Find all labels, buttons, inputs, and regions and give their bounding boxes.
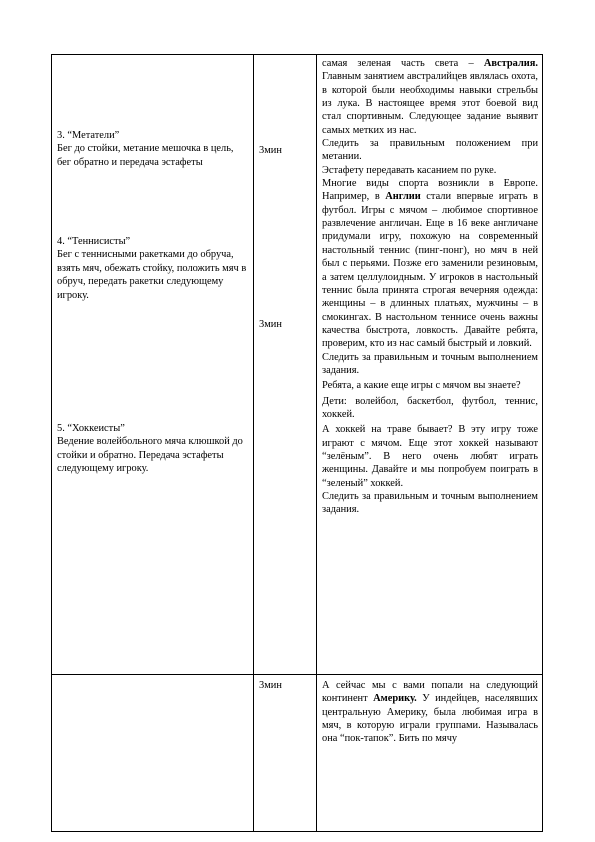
relay-hokkeisty (57, 422, 249, 476)
relay-description: Бег до стойки, метание мешочка в цель, бег обратно и передача эстафеты (57, 143, 234, 168)
notes-paragraph: Дети: волейбол, баскетбол, футбол, теннис, хоккей. (322, 395, 538, 420)
table-row (52, 55, 543, 675)
notes-paragraph: А сейчас мы с вами попали на следующий континент Америку. У индейцев, населявших центральную Америку, была любимая игра в мяч, в которую играли группами. Называлась она “пок-тапок”. Бить по мячу (322, 680, 538, 745)
notes-paragraph: Следить за правильным и точным выполнением задания. (322, 491, 538, 516)
lesson-plan-table (51, 54, 543, 832)
relay-description: Ведение волейбольного мяча клюшкой до стойки и обратно. Передача эстафеты следующему игроку. (57, 436, 243, 475)
notes-paragraph: А хоккей на траве бывает? В эту игру тоже играют с мячом. Еще этот хоккей называют “зелёным”. В него очень любят играть женщины. Давайте и мы попробуем поиграть в “зеленый” хоккей. (322, 424, 538, 489)
duration-value: 3мин (259, 319, 282, 330)
relay-title: 5. “Хоккеисты” (57, 423, 125, 434)
notes-paragraph: Следить за правильным и точным выполнением задания. (322, 351, 538, 376)
notes-paragraph: Многие виды спорта возникли в Европе. Например, в Англии стали впервые играть в футбол. Игры с мячом – любимое спортивное развлечение англичан. Еще в 16 веке англичане придумали игру, похожую на современный настольный теннис (пинг-понг), но мяч в ней был с перьями. Позже его заменили резиновым, а затем целлулоидным. У игроков в настольный теннис была принята строгая вечерняя одежда: женщины – в длинных платьях, мужчины – в смокингах. В настольном теннисе очень важны качества быстрота, ловкость. Давайте ребята, проверим, кто из нас самый быстрый и ловкий. (322, 178, 538, 350)
table-row (52, 675, 543, 832)
relay-tennisisty (57, 235, 249, 302)
duration-value: 3мин (259, 145, 282, 156)
activity-cell (52, 675, 254, 832)
relay-title: 4. “Теннисисты” (57, 236, 131, 247)
relay-metateli (57, 129, 249, 169)
teacher-notes-cell (317, 675, 543, 832)
relay-title: 3. “Метатели” (57, 130, 120, 141)
notes-paragraph: самая зеленая часть света – Австралия. Главным занятием австралийцев являлась охота, в которой были необходимы навыки стрельбы из лука. В настоящее время этот боевой вид стал спортивным. Следующее задание выявит самых метких из нас. (322, 58, 538, 136)
notes-paragraph: Ребята, а какие еще игры с мячом вы знаете? (322, 380, 521, 392)
notes-paragraph: Следить за правильным положением при метании. (322, 138, 538, 163)
continent-name: Америку. (373, 693, 417, 705)
activity-cell (52, 55, 254, 675)
duration-cell (254, 55, 317, 675)
duration-cell (254, 675, 317, 832)
relay-description: Бег с теннисными ракетками до обруча, взять мяч, обежать стойку, положить мяч в обруч, передать ракетки следующему игроку. (57, 249, 247, 301)
duration-value: 3мин (259, 680, 282, 691)
notes-paragraph: Эстафету передавать касанием по руке. (322, 164, 497, 176)
country-name: Англии (385, 191, 421, 203)
continent-name: Австралия. (483, 58, 538, 69)
teacher-notes-cell (317, 55, 543, 675)
